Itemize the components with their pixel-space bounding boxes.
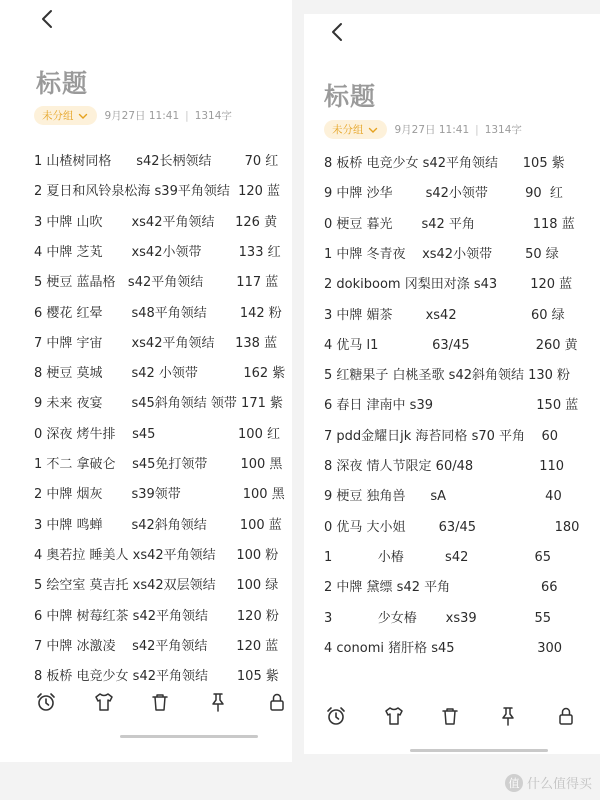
note-line[interactable]: 6 中牌 树莓红茶 s42平角领结 120 粉 bbox=[34, 608, 279, 624]
note-line[interactable]: 7 中牌 冰激凌 s42平角领结 120 蓝 bbox=[34, 638, 279, 654]
note-line[interactable]: 2 夏日和风铃泉松海 s39平角领结 120 蓝 bbox=[34, 184, 281, 200]
lock-button[interactable] bbox=[554, 704, 578, 728]
note-meta bbox=[324, 120, 522, 139]
note-line[interactable]: 1 中牌 冬青夜 xs42小领带 50 绿 bbox=[324, 246, 559, 262]
back-button[interactable] bbox=[326, 20, 350, 44]
note-date: 9月27日 11:41 bbox=[104, 110, 180, 122]
watermark-badge: 值 bbox=[505, 774, 523, 792]
note-word-count: 1314字 bbox=[194, 110, 232, 122]
note-line[interactable]: 7 中牌 宇宙 xs42平角领结 138 蓝 bbox=[34, 335, 278, 351]
lock-icon bbox=[265, 690, 289, 714]
group-label: 未分组 bbox=[332, 124, 364, 136]
theme-button[interactable] bbox=[382, 704, 406, 728]
trash-icon bbox=[148, 690, 172, 714]
note-line[interactable]: 0 梗豆 暮光 s42 平角 118 蓝 bbox=[324, 216, 575, 232]
note-meta bbox=[34, 106, 232, 125]
reminder-button[interactable] bbox=[324, 704, 348, 728]
back-arrow-icon bbox=[36, 7, 60, 31]
note-line[interactable]: 4 中牌 芝芄 xs42小领带 133 红 bbox=[34, 244, 281, 260]
note-line[interactable]: 9 未来 夜宴 s45斜角领结 领带 171 紫 bbox=[34, 396, 283, 412]
chevron-down-icon bbox=[77, 110, 89, 122]
pin-icon bbox=[496, 704, 520, 728]
note-date: 9月27日 11:41 bbox=[394, 124, 470, 136]
note-line[interactable]: 2 中牌 黛缥 s42 平角 66 bbox=[324, 580, 558, 596]
note-line[interactable]: 5 绘空室 莫吉托 xs42双层领结 100 绿 bbox=[34, 578, 279, 594]
note-line[interactable]: 0 优马 大小姐 63/45 180 bbox=[324, 519, 580, 535]
reminder-button[interactable] bbox=[34, 690, 58, 714]
delete-button[interactable] bbox=[148, 690, 172, 714]
note-line[interactable]: 1 山楂树同格 s42长柄领结 70 红 bbox=[34, 154, 279, 169]
note-line[interactable]: 4 conomi 猪肝格 s45 300 bbox=[324, 640, 563, 656]
note-line[interactable]: 6 春日 津南中 s39 150 蓝 bbox=[324, 398, 579, 414]
note-word-count: 1314字 bbox=[484, 124, 522, 136]
note-line[interactable]: 0 深夜 烤牛排 s45 100 红 bbox=[34, 426, 280, 442]
shirt-icon bbox=[92, 690, 116, 714]
group-label: 未分组 bbox=[42, 110, 74, 122]
group-selector[interactable] bbox=[324, 120, 387, 139]
note-screen-left bbox=[0, 0, 292, 762]
pin-button[interactable] bbox=[496, 704, 520, 728]
note-line[interactable]: 8 板桥 电竞少女 s42平角领结 105 紫 bbox=[34, 669, 279, 685]
meta-divider: | bbox=[185, 109, 189, 122]
note-line[interactable]: 3 少女椿 xs39 55 bbox=[324, 610, 552, 626]
pin-icon bbox=[206, 690, 230, 714]
note-title[interactable]: 标题 bbox=[324, 82, 377, 111]
back-arrow-icon bbox=[326, 20, 350, 44]
delete-button[interactable] bbox=[438, 704, 462, 728]
note-line[interactable]: 4 优马 l1 63/45 260 黄 bbox=[324, 337, 578, 353]
alarm-clock-icon bbox=[34, 690, 58, 714]
shirt-icon bbox=[382, 704, 406, 728]
note-line[interactable]: 8 板桥 电竞少女 s42平角领结 105 紫 bbox=[324, 156, 565, 171]
pin-button[interactable] bbox=[206, 690, 230, 714]
watermark-text: 什么值得买 bbox=[526, 777, 592, 792]
note-title[interactable]: 标题 bbox=[36, 69, 89, 98]
note-line[interactable]: 3 中牌 山吹 xs42平角领结 126 黄 bbox=[34, 214, 278, 230]
note-line[interactable]: 3 中牌 鸣蝉 s42斜角领结 100 蓝 bbox=[34, 517, 282, 533]
home-indicator[interactable] bbox=[410, 749, 548, 752]
group-selector[interactable] bbox=[34, 106, 97, 125]
theme-button[interactable] bbox=[92, 690, 116, 714]
lock-icon bbox=[554, 704, 578, 728]
home-indicator[interactable] bbox=[120, 735, 258, 738]
chevron-down-icon bbox=[367, 124, 379, 136]
note-line[interactable]: 2 dokiboom 冈梨田对涤 s43 120 蓝 bbox=[324, 277, 573, 293]
meta-divider: | bbox=[475, 123, 479, 136]
note-line[interactable]: 5 梗豆 蓝晶格 s42平角领结 117 蓝 bbox=[34, 275, 279, 291]
note-line[interactable]: 2 中牌 烟灰 s39领带 100 黑 bbox=[34, 487, 285, 503]
trash-icon bbox=[438, 704, 462, 728]
note-line[interactable]: 7 pdd金耀日jk 海苔同格 s70 平角 60 bbox=[324, 428, 559, 444]
note-line[interactable]: 3 中牌 媚茶 xs42 60 绿 bbox=[324, 307, 565, 323]
alarm-clock-icon bbox=[324, 704, 348, 728]
note-line[interactable]: 1 小椿 s42 65 bbox=[324, 549, 552, 565]
note-screen-right bbox=[304, 14, 600, 754]
back-button[interactable] bbox=[36, 7, 60, 31]
note-line[interactable]: 6 樱花 红晕 s48平角领结 142 粉 bbox=[34, 305, 282, 321]
watermark bbox=[505, 773, 592, 792]
note-line[interactable]: 4 奥若拉 睡美人 xs42平角领结 100 粉 bbox=[34, 547, 279, 563]
note-line[interactable]: 1 不二 拿破仑 s45免打领带 100 黑 bbox=[34, 457, 283, 472]
note-line[interactable]: 5 红糖果子 白桃圣歌 s42斜角领结 130 粉 bbox=[324, 368, 571, 384]
note-line[interactable]: 8 梗豆 莫城 s42 小领带 162 紫 bbox=[34, 366, 286, 382]
note-line[interactable]: 9 中牌 沙华 s42小领带 90 红 bbox=[324, 186, 563, 202]
note-line[interactable]: 8 深夜 情人节限定 60/48 110 bbox=[324, 459, 565, 474]
note-line[interactable]: 9 梗豆 独角兽 sA 40 bbox=[324, 489, 562, 505]
lock-button[interactable] bbox=[265, 690, 289, 714]
